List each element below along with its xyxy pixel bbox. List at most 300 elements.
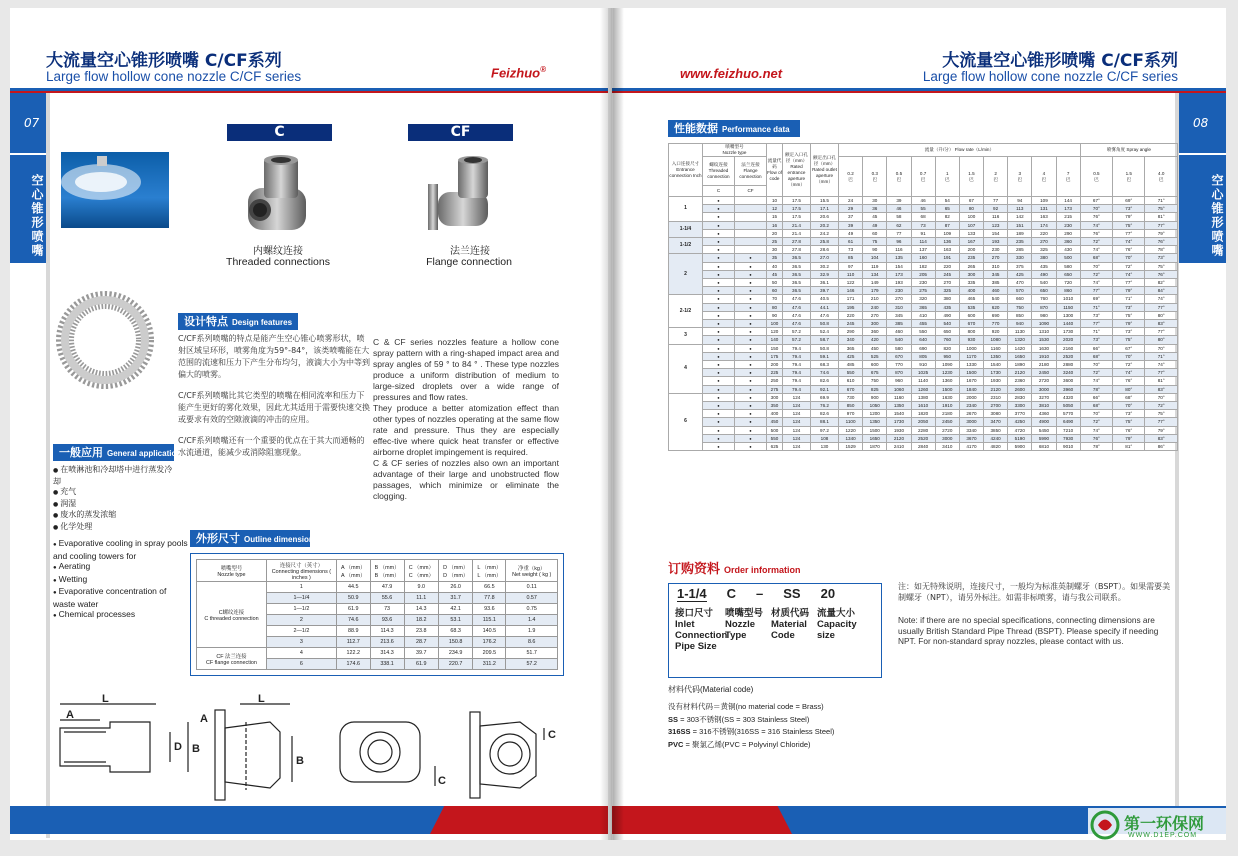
perf-cell: 79.4 [783,369,811,377]
dim-label-b2: B [296,755,304,767]
perf-cell: 78° [1145,246,1178,254]
flange-caption-en: Flange connection [426,256,512,268]
perf-cell: 300 [767,393,783,401]
perf-cell: 73° [1080,311,1112,319]
flange-nozzle-image [420,148,518,244]
perf-col-type: 喷嘴型号 Nozzle type [703,144,767,157]
perf-cell: 91 [911,229,935,237]
perf-cell: 290 [839,328,863,336]
outline-cell: 23.8 [404,626,438,637]
perf-cell: 1420 [1008,344,1032,352]
perf-cell: 660 [1008,295,1032,303]
perf-cell: 83° [1145,385,1178,393]
perf-cell: 1650 [863,434,887,442]
perf-cell: 3000 [935,434,959,442]
perf-header-row-2 [669,157,1178,186]
perf-cell: 850 [839,402,863,410]
perf-cell: 71° [1145,197,1178,205]
perf-row [669,238,1178,246]
perf-cell: 35 [767,254,783,262]
perf-cell: 750 [863,377,887,385]
material-brass: 没有材料代码＝黄铜(no material code = Brass) [668,702,824,711]
outline-cell: 42.1 [438,604,472,615]
material-ss: SS = 303不锈钢(SS = 303 Stainless Steel) [668,714,810,724]
perf-cell: 77° [1145,221,1178,229]
perf-cell: 220 [935,262,959,270]
perf-cell: 73 [839,246,863,254]
perf-cell: 82° [1145,279,1178,287]
perf-cell: 87 [935,221,959,229]
perf-cf-dot [735,246,767,254]
perf-cell: 88.1 [811,418,839,426]
perf-cell: 47.6 [783,295,811,303]
perf-cell: 107 [959,221,983,229]
outline-cell: 0.57 [506,593,558,604]
outline-cell: 4 [266,648,336,659]
perf-cell: 850 [1008,311,1032,319]
outline-cell: 213.6 [370,637,404,648]
perf-cell: 131 [1032,205,1056,213]
spray-photo [61,152,169,228]
perf-cell: 3670 [959,434,983,442]
perf-cell: 870 [1032,303,1056,311]
perf-cell: 670 [959,320,983,328]
perf-cell: 380 [935,295,959,303]
perf-c-dot: ● [703,254,735,262]
perf-cell: 94 [1008,197,1032,205]
perf-cell: 960 [887,377,911,385]
perf-cell: 114 [911,238,935,246]
perf-cell: 2340 [959,402,983,410]
general-en-item: ● Evaporative cooling in spray pools and cooling towers for [53,538,188,561]
perf-cell: 290 [1056,229,1080,237]
perf-size-cell: 2 [669,254,703,295]
perf-cell: 610 [839,377,863,385]
perf-cell: 74° [1113,369,1145,377]
flange-nozzle-photo [420,148,518,244]
perf-cell: 17.5 [783,197,811,205]
perf-pressure: 0.7 巴 [911,157,935,197]
perf-cell: 30 [863,197,887,205]
outline-col-header: 喷嘴型号 Nozzle type [197,560,267,582]
perf-cf-dot [735,221,767,229]
perf-cell: 325 [1032,246,1056,254]
outline-cell: 122.2 [336,648,370,659]
perf-cell: 72° [1080,418,1112,426]
perf-cell: 17.5 [783,213,811,221]
perf-cell: 525 [863,352,887,360]
perf-c-dot: ● [703,213,735,221]
perf-cell: 36.1 [811,279,839,287]
perf-cell: 2670 [959,410,983,418]
perf-c-dot: ● [703,393,735,401]
perf-cell: 79° [1113,320,1145,328]
perf-cell: 76° [1145,270,1178,278]
perf-cell: 6490 [1056,418,1080,426]
perf-cell: 160 [911,254,935,262]
perf-cell: 82.6 [811,377,839,385]
perf-cell: 80° [1145,336,1178,344]
header-rule-red-right [612,91,1226,93]
perf-cell: 235 [959,254,983,262]
perf-cell: 2880 [1056,361,1080,369]
order-code-capacity: 20 [820,586,836,601]
perf-cell: 76° [1145,238,1178,246]
performance-table [668,143,1178,451]
perf-row [669,205,1178,213]
perf-cell: 4170 [959,443,983,451]
perf-cell: 39 [839,221,863,229]
perf-cell: 3340 [959,426,983,434]
perf-cell: 90 [863,246,887,254]
perf-cell: 36.5 [783,270,811,278]
perf-cell: 2280 [911,426,935,434]
perf-cell: 1870 [863,443,887,451]
material-316ss: 316SS = 316不锈钢(316SS = 316 Stainless Steel) [668,727,835,736]
perf-c-dot: ● [703,229,735,237]
perf-cell: 5050 [1056,402,1080,410]
perf-cell: 430 [1056,246,1080,254]
outline-cell: 51.7 [506,648,558,659]
perf-cell: 1150 [1056,303,1080,311]
design-text-en [373,337,559,502]
perf-cell: 550 [911,328,935,336]
perf-c-dot: ● [703,205,735,213]
perf-cell: 77 [887,229,911,237]
perf-cell: 60 [767,287,783,295]
perf-cell: 73 [911,221,935,229]
perf-cell: 540 [1032,279,1056,287]
perf-cell: 46 [911,197,935,205]
perf-cell: 76.2 [811,402,839,410]
perf-cell: 70° [1113,254,1145,262]
perf-cell: 70° [1113,352,1145,360]
perf-cell: 175 [767,352,783,360]
perf-cell: 73° [1080,336,1112,344]
perf-cell: 21.4 [783,221,811,229]
outline-cell: 314.3 [370,648,404,659]
perf-c-dot: ● [703,320,735,328]
perf-cell: 70° [1080,205,1112,213]
perf-cell: 75° [1113,221,1145,229]
perf-row [669,279,1178,287]
dim-label-a2: A [200,713,208,725]
order-code-line [669,584,881,604]
perf-angle-pressure: 4.0 巴 [1145,157,1178,197]
perf-c-dot: ● [703,238,735,246]
perf-cell: 79° [1113,434,1145,442]
perf-row [669,221,1178,229]
perf-cell: 1910 [935,402,959,410]
general-list-en [53,538,188,622]
perf-cell: 79° [1145,229,1178,237]
perf-cell: 690 [984,311,1008,319]
perf-cell: 420 [863,336,887,344]
perf-cell: 900 [863,393,887,401]
perf-cell: 71° [1145,352,1178,360]
right-title-en: Large flow hollow cone nozzle C/CF series [922,69,1178,84]
left-title-cn: 大流量空心锥形喷嘴 C/CF系列 [46,51,282,71]
outline-table [196,559,558,670]
perf-cell: 179 [863,287,887,295]
perf-c-dot: ● [703,328,735,336]
perf-cell: 3770 [1008,410,1032,418]
perf-cell: 72° [1145,402,1178,410]
perf-cell: 920 [984,328,1008,336]
outline-cell: 77.8 [473,593,506,604]
perf-cell: 650 [935,328,959,336]
perf-cell: 59.1 [811,352,839,360]
perf-cell: 116 [984,213,1008,221]
perf-cell: 670 [839,385,863,393]
perf-cell: 27.8 [783,238,811,246]
perf-cell: 500 [767,426,783,434]
perf-cell: 77° [1145,418,1178,426]
label-c: C [227,124,332,141]
perf-row [669,418,1178,426]
perf-row [669,443,1178,451]
outline-cell: 74.6 [336,615,370,626]
perf-cell: 154 [887,262,911,270]
outline-cell: 140.5 [473,626,506,637]
perf-cell: 490 [1032,270,1056,278]
perf-cell: 1730 [1056,328,1080,336]
perf-cell: 82.6 [811,410,839,418]
outline-cell: 220.7 [438,659,472,670]
outline-cell: 112.7 [336,637,370,648]
perf-cell: 47.6 [783,303,811,311]
outline-cell: 150.8 [438,637,472,648]
perf-cell: 385 [887,320,911,328]
material-code-list [668,701,834,751]
perf-cell: 67° [1080,197,1112,205]
perf-col-threaded: 螺纹连接 Threaded connection [703,157,735,186]
perf-cell: 68° [1080,254,1112,262]
perf-cell: 300 [863,320,887,328]
perf-cell: 58 [887,213,911,221]
perf-cell: 540 [984,295,1008,303]
perf-cell: 3410 [935,443,959,451]
perf-c-dot: ● [703,385,735,393]
perf-cell: 1230 [935,369,959,377]
perf-row [669,426,1178,434]
perf-pressure: 0.5 巴 [887,157,911,197]
outline-cell: 39.7 [404,648,438,659]
perf-cell: 2830 [1008,393,1032,401]
perf-cell: 77 [984,197,1008,205]
perf-cell: 116 [887,246,911,254]
perf-row [669,320,1178,328]
perf-cell: 50.8 [811,344,839,352]
perf-row [669,377,1178,385]
perf-cf-dot: ● [735,434,767,442]
perf-cell: 485 [839,361,863,369]
perf-cell: 330 [1008,254,1032,262]
perf-row [669,262,1178,270]
design-en-para-2: They produce a better atomization effect than other types of nozzles operating at the same flow rate and pressure. Thus they are especially effec-tive where quick heat transfer or effective airborne droplet impingement is required. [373,403,559,457]
perf-c-dot: ● [703,418,735,426]
perf-cf-dot: ● [735,418,767,426]
perf-cell: 75° [1113,418,1145,426]
perf-cell: 4320 [1056,393,1080,401]
outline-cell: 1.4 [506,615,558,626]
outline-cell: 55.6 [370,593,404,604]
perf-cell: 265 [959,262,983,270]
perf-cell: 375 [1008,262,1032,270]
perf-cell: 70° [1145,393,1178,401]
perf-cell: 1340 [839,434,863,442]
design-cn-para-3: C/CF系列喷嘴还有一个重要的优点在于其大而通畅的水流通道，能减少或消除阻塞现象。 [178,436,365,457]
perf-cell: 46 [887,205,911,213]
perf-cell: 92 [984,205,1008,213]
perf-c-dot: ● [703,369,735,377]
perf-cell: 760 [1032,295,1056,303]
perf-cell: 310 [984,262,1008,270]
perf-cell: 85 [839,254,863,262]
outline-col-header: 净重（kg） Net weight ( kg ) [506,560,558,582]
perf-cell: 74° [1145,361,1178,369]
perf-c-dot: ● [703,361,735,369]
perf-pressure: 4 巴 [1032,157,1056,197]
perf-cell: 182 [911,262,935,270]
perf-cell: 770 [887,361,911,369]
perf-cell: 1500 [935,385,959,393]
perf-cell: 72° [1080,238,1112,246]
perf-cf-dot: ● [735,270,767,278]
perf-cell: 123 [984,221,1008,229]
perf-cell: 100 [959,213,983,221]
perf-c-dot: ● [703,410,735,418]
outline-cell: 338.1 [370,659,404,670]
perf-cell: 470 [1008,279,1032,287]
perf-cell: 69° [1080,295,1112,303]
perf-cf-dot: ● [735,320,767,328]
perf-cell: 133 [959,229,983,237]
perf-cell: 1650 [1008,352,1032,360]
perf-cell: 92.1 [811,385,839,393]
perf-cell: 74° [1113,270,1145,278]
perf-cell: 47.6 [783,311,811,319]
perf-cell: 54 [935,197,959,205]
perf-cf-dot: ● [735,352,767,360]
general-cn-item: ● 充气 [53,487,173,499]
perf-cell: 77° [1113,229,1145,237]
perf-size-cell: 1-1/4 [669,221,703,237]
perf-cell: 5900 [1008,443,1032,451]
perf-cell: 50.8 [811,320,839,328]
perf-cell: 124 [783,418,811,426]
order-code-material: SS [783,586,801,601]
perf-cell: 20.2 [811,221,839,229]
perf-cell: 27.8 [783,246,811,254]
perf-cell: 15.5 [811,197,839,205]
perf-cell: 1330 [959,361,983,369]
perf-cell: 167 [959,238,983,246]
perf-cf-dot: ● [735,344,767,352]
perf-cell: 455 [911,320,935,328]
perf-cf-dot: ● [735,361,767,369]
perf-cell: 720 [1056,279,1080,287]
perf-cell: 2720 [935,426,959,434]
perf-cell: 215 [1056,213,1080,221]
perf-cell: 270 [1032,238,1056,246]
outline-cell: 1—1/2 [266,604,336,615]
perf-cell: 535 [959,303,983,311]
perf-c-dot: ● [703,197,735,205]
perf-cell: 600 [863,361,887,369]
perf-cell: 109 [935,229,959,237]
perf-cell: 2050 [911,418,935,426]
perf-angle-pressure: 0.5 巴 [1080,157,1112,197]
perf-row [669,434,1178,442]
perf-cell: 360 [863,328,887,336]
perf-cell: 930 [959,336,983,344]
perf-cell: 870 [887,369,911,377]
perf-cell: 230 [911,279,935,287]
perf-cell: 1500 [959,369,983,377]
perf-cell: 40 [767,262,783,270]
perf-cell: 72° [1113,361,1145,369]
perf-cell: 3300 [1008,402,1032,410]
perf-row [669,303,1178,311]
perf-cell: 580 [887,344,911,352]
perf-cell: 820 [935,344,959,352]
perf-cell: 79.4 [783,385,811,393]
perf-cell: 36.5 [783,287,811,295]
outline-cell: 31.7 [438,593,472,604]
perf-cell: 140 [767,336,783,344]
perf-pressure: 1 巴 [935,157,959,197]
perf-cell: 650 [1032,287,1056,295]
perf-cell: 142 [1008,213,1032,221]
perf-cell: 2720 [1032,377,1056,385]
perf-col-code: 流量代码 Flow of code [767,144,783,197]
perf-cell: 77° [1080,320,1112,328]
perf-cell: 72° [1080,270,1112,278]
performance-data-heading: 性能数据 Performance data [668,120,800,137]
perf-cell: 75° [1145,262,1178,270]
outline-cell: 73 [370,604,404,615]
perf-cell: 74° [1145,295,1178,303]
perf-cell: 36.5 [783,262,811,270]
perf-cell: 1730 [984,369,1008,377]
perf-c-dot: ● [703,287,735,295]
page-number-left: 07 [10,93,46,153]
perf-row [669,311,1178,319]
perf-cell: 940 [1008,320,1032,328]
perf-c-dot: ● [703,262,735,270]
perf-cell: 30.2 [811,262,839,270]
outline-cell: 1.9 [506,626,558,637]
perf-cell: 1060 [887,385,911,393]
perf-cell: 270 [935,279,959,287]
footer-accent-right [612,806,792,834]
perf-cell: 73° [1113,328,1145,336]
perf-cell: 730 [839,393,863,401]
perf-c-dot: ● [703,344,735,352]
dim-label-a: A [66,709,74,721]
watermark-text-cn: 第一环保网 [1124,814,1205,833]
perf-cf-dot: ● [735,295,767,303]
outline-cell: 234.9 [438,648,472,659]
perf-cell: 76° [1113,426,1145,434]
perf-cell: 385 [984,279,1008,287]
perf-cell: 270 [863,311,887,319]
perf-cell: 137 [911,246,935,254]
outline-cell: 115.1 [473,615,506,626]
perf-cell: 2520 [1056,352,1080,360]
perf-cell: 1820 [911,410,935,418]
